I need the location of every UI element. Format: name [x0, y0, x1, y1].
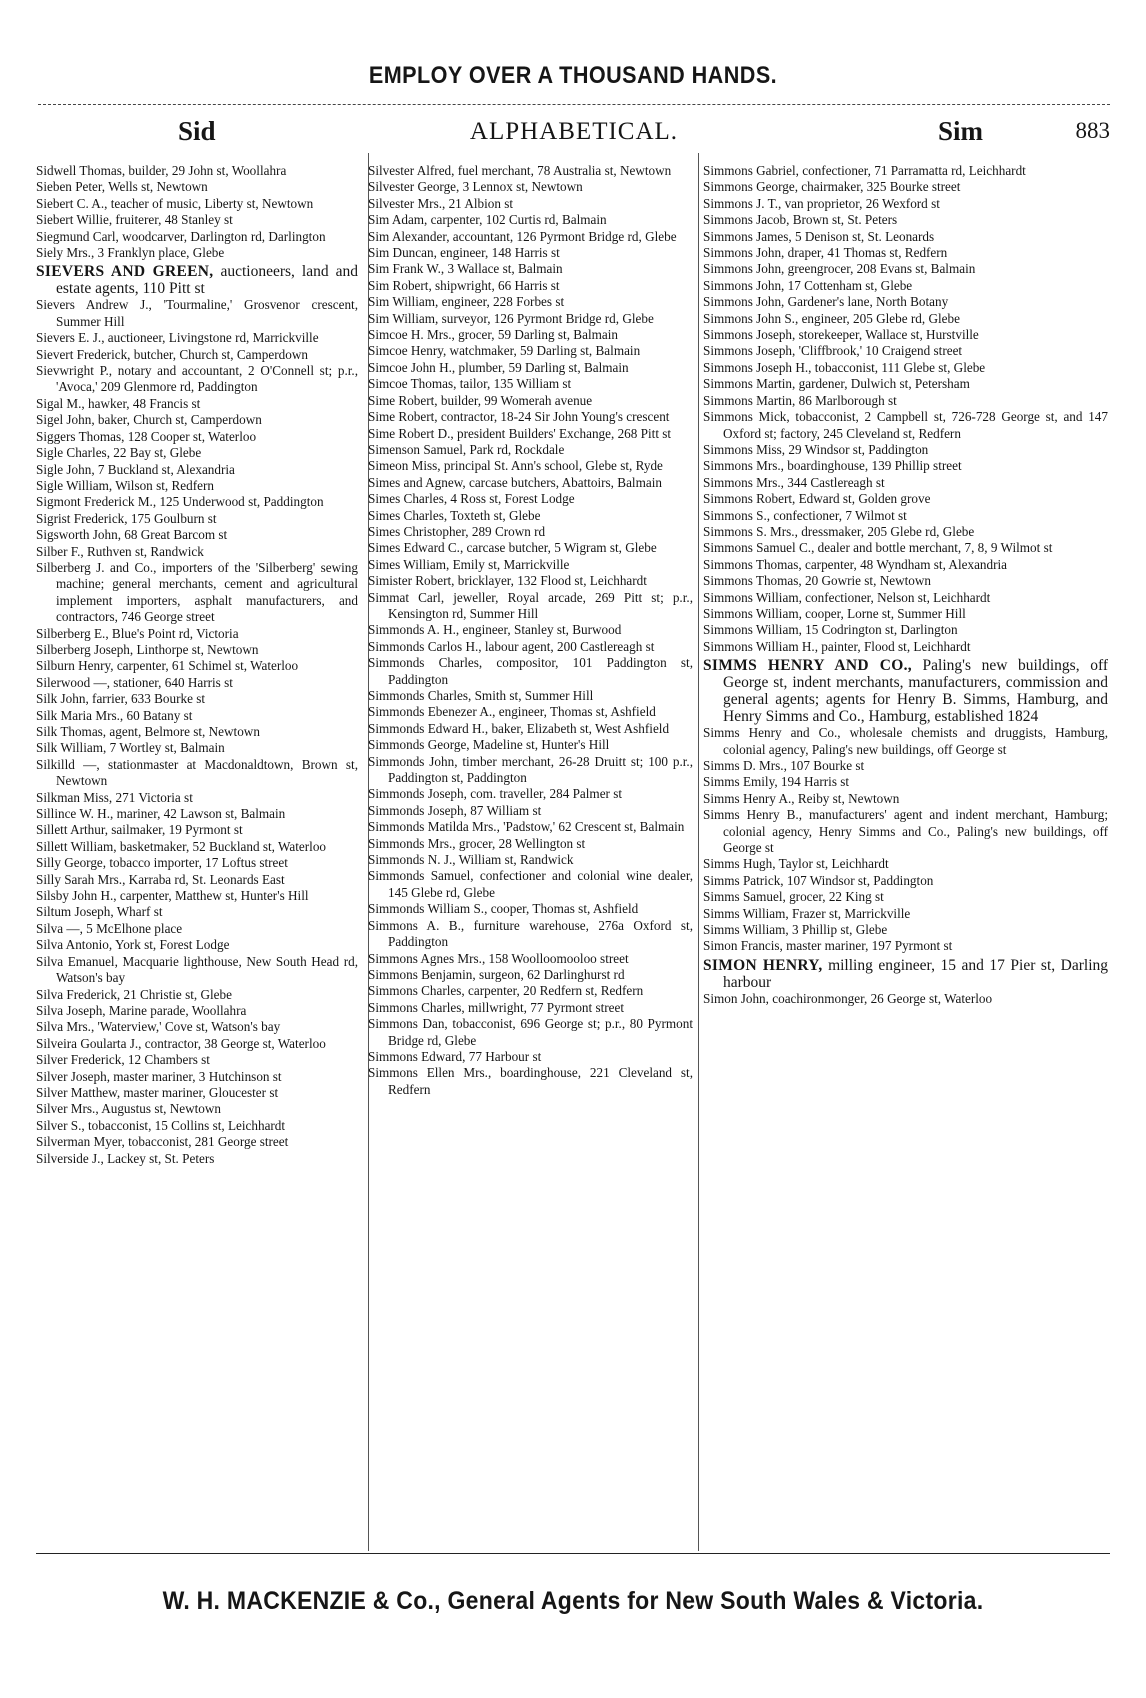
directory-entry: Silk William, 7 Wortley st, Balmain — [36, 740, 225, 756]
directory-entry: Silly George, tobacco importer, 17 Loftus street — [36, 855, 288, 871]
directory-entry: Simmons Edward, 77 Harbour st — [368, 1048, 542, 1064]
directory-entry: Simmons John, greengrocer, 208 Evans st, Balmain — [703, 261, 976, 277]
directory-entry: Simmons Jacob, Brown st, St. Peters — [703, 212, 898, 228]
directory-entry: Silverside J., Lackey st, St. Peters — [36, 1150, 215, 1166]
directory-entry: Simms William, 3 Phillip st, Glebe — [703, 922, 888, 938]
directory-entry: Simmons John, 17 Cottenham st, Glebe — [703, 277, 913, 293]
directory-entry: Simmons James, 5 Denison st, St. Leonards — [703, 228, 935, 244]
directory-entry: Simmonds William S., cooper, Thomas st, Ashfield — [368, 901, 639, 917]
directory-entry: SIMMS HENRY AND CO., Paling's new buildings, off George st, indent merchants, manufacturers, commission and general agents; agents for Henry B. Simms, Hamburg, and Henry Simms and Co., Hamburg, established 1824 — [703, 657, 1108, 726]
directory-entry: Simms Henry A., Reiby st, Newtown — [703, 790, 900, 806]
directory-entry: Simmons Thomas, carpenter, 48 Wyndham st, Alexandria — [703, 556, 1008, 572]
directory-entry: Simmons Mick, tobacconist, 2 Campbell st, 726-728 George st, and 147 Oxford st; factory, 245 Cleveland st, Redfern — [703, 409, 1108, 441]
directory-entry: Silver Frederick, 12 Chambers st — [36, 1052, 210, 1068]
directory-entry: Silkilld —, stationmaster at Macdonaldtown, Brown st, Newtown — [36, 756, 358, 789]
directory-entry: Sillett Arthur, sailmaker, 19 Pyrmont st — [36, 822, 243, 838]
bottom-rule — [36, 1553, 1110, 1554]
directory-entry: Simes Edward C., carcase butcher, 5 Wigram st, Glebe — [368, 540, 657, 556]
directory-entry: Simmons Joseph, 'Cliffbrook,' 10 Craigend street — [703, 343, 963, 359]
directory-entry: Simmonds Edward H., baker, Elizabeth st, West Ashfield — [368, 720, 670, 736]
directory-entry: Simmonds Charles, compositor, 101 Paddington st, Paddington — [368, 655, 693, 687]
directory-entry: Simmons Joseph H., tobacconist, 111 Glebe st, Glebe — [703, 359, 986, 375]
directory-entry: Sillince W. H., mariner, 42 Lawson st, Balmain — [36, 806, 286, 822]
directory-entry: Simmons William, 15 Codrington st, Darlington — [703, 622, 958, 638]
directory-entry: Sievers E. J., auctioneer, Livingstone rd, Marrickville — [36, 330, 319, 346]
page-number: 883 — [1075, 118, 1110, 143]
directory-entry: Silber F., Ruthven st, Randwick — [36, 543, 204, 559]
directory-entry: Silerwood —, stationer, 640 Harris st — [36, 674, 233, 690]
directory-entry: Simms Henry B., manufacturers' agent and indent merchant, Hamburg; colonial agency, Henry Simms and Co., Paling's new buildings, off George st — [703, 807, 1108, 856]
directory-entry: Silver Matthew, master mariner, Gloucester st — [36, 1084, 279, 1100]
directory-entry: Simms Patrick, 107 Windsor st, Paddington — [703, 872, 934, 888]
directory-entry: Sim William, surveyor, 126 Pyrmont Bridge rd, Glebe — [368, 310, 654, 326]
directory-entry: Simmonds Ebenezer A., engineer, Thomas st, Ashfield — [368, 704, 656, 720]
directory-entry: Simes William, Emily st, Marrickville — [368, 556, 570, 572]
directory-entry: Sim Duncan, engineer, 148 Harris st — [368, 245, 560, 261]
directory-entry: Simmons Samuel C., dealer and bottle merchant, 7, 8, 9 Wilmot st — [703, 540, 1053, 556]
directory-entry: Simeon Miss, principal St. Ann's school, Glebe st, Ryde — [368, 458, 663, 474]
directory-entry: Simmons John, Gardener's lane, North Botany — [703, 294, 949, 310]
directory-entry: Simmons William H., painter, Flood st, Leichhardt — [703, 638, 971, 654]
directory-entry: Simmonds Joseph, 87 William st — [368, 802, 542, 818]
directory-entry: Silver S., tobacconist, 15 Collins st, Leichhardt — [36, 1117, 286, 1133]
directory-entry: Sigmont Frederick M., 125 Underwood st, Paddington — [36, 494, 324, 510]
header-title: ALPHABETICAL. — [469, 118, 679, 145]
directory-entry: Simmons Joseph, storekeeper, Wallace st, Hurstville — [703, 327, 979, 343]
directory-entry: Simmonds Charles, Smith st, Summer Hill — [368, 688, 594, 703]
directory-entry: Simmons George, chairmaker, 325 Bourke street — [703, 179, 961, 195]
directory-column-3 — [703, 163, 1108, 1698]
directory-entry: Sievers Andrew J., 'Tourmaline,' Grosvenor crescent, Summer Hill — [36, 297, 358, 329]
directory-entry: Simister Robert, bricklayer, 132 Flood st, Leichhardt — [368, 573, 647, 589]
directory-entry: Simes and Agnew, carcase butchers, Abattoirs, Balmain — [368, 474, 662, 490]
directory-entry: Sim Robert, shipwright, 66 Harris st — [368, 277, 560, 293]
directory-entry: Siegmund Carl, woodcarver, Darlington rd, Darlington — [36, 228, 326, 244]
directory-entry: Siebert Willie, fruiterer, 48 Stanley st — [36, 212, 233, 228]
directory-entry: Sim William, engineer, 228 Forbes st — [368, 294, 565, 310]
directory-entry: Siely Mrs., 3 Franklyn place, Glebe — [36, 245, 225, 261]
directory-entry: Sigle Charles, 22 Bay st, Glebe — [36, 445, 202, 461]
directory-entry: Simmonds Mrs., grocer, 28 Wellington st — [368, 835, 586, 851]
directory-entry: Silver Mrs., Augustus st, Newtown — [36, 1101, 221, 1117]
directory-entry: Simms Samuel, grocer, 22 King st — [703, 889, 884, 905]
directory-entry: Simms Hugh, Taylor st, Leichhardt — [703, 856, 889, 872]
directory-entry: Sigrist Frederick, 175 Goulburn st — [36, 510, 217, 526]
directory-entry: Simmonds Samuel, confectioner and colonial wine dealer, 145 Glebe rd, Glebe — [368, 868, 693, 900]
directory-entry: Silkman Miss, 271 Victoria st — [36, 789, 193, 805]
directory-entry: Simmons J. T., van proprietor, 26 Wexford st — [703, 195, 940, 211]
directory-entry: Sievert Frederick, butcher, Church st, Camperdown — [36, 346, 308, 362]
directory-entry: Sime Robert, contractor, 18-24 Sir John Young's crescent — [368, 409, 670, 425]
header-right-guide: Sim — [938, 116, 984, 146]
directory-entry: Silvester George, 3 Lennox st, Newtown — [368, 179, 583, 195]
footer-advert: W. H. MACKENZIE & Co., General Agents for New South Wales & Victoria. — [162, 1587, 984, 1615]
directory-entry: Silverman Myer, tobacconist, 281 George street — [36, 1134, 289, 1150]
directory-entry: Simon John, coachironmonger, 26 George st, Waterloo — [703, 990, 993, 1006]
directory-entry: Simmonds N. J., William st, Randwick — [368, 852, 574, 868]
directory-entry: SIEVERS AND GREEN, auctioneers, land and estate agents, 110 Pitt st — [36, 263, 358, 298]
directory-entry: Simmons Charles, carpenter, 20 Redfern st, Redfern — [368, 983, 644, 999]
directory-entry: Simmonds George, Madeline st, Hunter's Hill — [368, 737, 610, 753]
directory-entry: Sievwright P., notary and accountant, 2 O'Connell st; p.r., 'Avoca,' 209 Glenmore rd, Paddington — [36, 363, 358, 395]
directory-entry: Silva Mrs., 'Waterview,' Cove st, Watson's bay — [36, 1019, 281, 1035]
directory-entry: Silberberg Joseph, Linthorpe st, Newtown — [36, 641, 259, 657]
directory-entry: Simmonds John, timber merchant, 26-28 Druitt st; 100 p.r., Paddington st, Paddington — [368, 753, 693, 786]
directory-entry: Sieben Peter, Wells st, Newtown — [36, 179, 208, 195]
directory-entry: Simmonds Joseph, com. traveller, 284 Palmer st — [368, 786, 623, 802]
directory-entry: Silburn Henry, carpenter, 61 Schimel st, Waterloo — [36, 658, 299, 674]
directory-entry: Simmons Martin, 86 Marlborough st — [703, 392, 897, 408]
directory-entry: Simmons A. B., furniture warehouse, 276a Oxford st, Paddington — [368, 917, 693, 950]
directory-entry: Siltum Joseph, Wharf st — [36, 904, 163, 920]
directory-entry: Sime Robert, builder, 99 Womerah avenue — [368, 392, 593, 408]
directory-entry: Simmonds A. H., engineer, Stanley st, Burwood — [368, 622, 622, 638]
directory-entry: Silveira Goularta J., contractor, 38 George st, Waterloo — [36, 1035, 326, 1051]
directory-entry: Simmons Robert, Edward st, Golden grove — [703, 491, 931, 507]
header-left-guide: Sid — [178, 116, 216, 146]
directory-entry: Simms William, Frazer st, Marrickville — [703, 905, 911, 921]
directory-entry: Simmons Dan, tobacconist, 696 George st; p.r., 80 Pyrmont Bridge rd, Glebe — [368, 1016, 693, 1048]
directory-entry: Simms D. Mrs., 107 Bourke st — [703, 758, 865, 773]
directory-entry: Silk Maria Mrs., 60 Batany st — [36, 707, 193, 723]
directory-entry: Simcoe H. Mrs., grocer, 59 Darling st, Balmain — [368, 327, 618, 343]
page-header — [38, 116, 1110, 152]
directory-entry: Simmons Agnes Mrs., 158 Woolloomooloo street — [368, 950, 629, 966]
directory-entry: Silly Sarah Mrs., Karraba rd, St. Leonards East — [36, 871, 285, 887]
directory-entry: Simmons William, confectioner, Nelson st, Leichhardt — [703, 589, 991, 605]
directory-entry: Silk Thomas, agent, Belmore st, Newtown — [36, 724, 260, 739]
directory-entry: Simmons Benjamin, surgeon, 62 Darlinghurst rd — [368, 966, 625, 982]
directory-entry: Simmons Martin, gardener, Dulwich st, Petersham — [703, 376, 970, 392]
directory-entry: Simmons John S., engineer, 205 Glebe rd, Glebe — [703, 310, 960, 326]
directory-entry: Sigel John, baker, Church st, Camperdown — [36, 412, 262, 428]
directory-entry: Sim Adam, carpenter, 102 Curtis rd, Balmain — [368, 212, 607, 228]
directory-entry: Simmonds Carlos H., labour agent, 200 Castlereagh st — [368, 638, 655, 654]
directory-entry: Sim Alexander, accountant, 126 Pyrmont Bridge rd, Glebe — [368, 228, 677, 244]
directory-entry: Simes Charles, Toxteth st, Glebe — [368, 507, 541, 523]
directory-entry: Simmons William, cooper, Lorne st, Summer Hill — [703, 605, 966, 621]
directory-entry: Silva Frederick, 21 Christie st, Glebe — [36, 986, 232, 1002]
directory-entry: Silva Joseph, Marine parade, Woollahra — [36, 1002, 247, 1018]
directory-entry: Sime Robert D., president Builders' Exchange, 268 Pitt st — [368, 425, 672, 441]
directory-entry: Silva Antonio, York st, Forest Lodge — [36, 937, 230, 953]
directory-entry: Silva Emanuel, Macquarie lighthouse, New South Head rd, Watson's bay — [36, 953, 358, 986]
directory-entry: Simcoe Henry, watchmaker, 59 Darling st, Balmain — [368, 343, 641, 359]
directory-entry: Sim Frank W., 3 Wallace st, Balmain — [368, 261, 563, 277]
directory-entry: Sigal M., hawker, 48 Francis st — [36, 395, 201, 411]
directory-entry: Sigle William, Wilson st, Redfern — [36, 477, 214, 493]
directory-entry: Simms Henry and Co., wholesale chemists and druggists, Hamburg, colonial agency, Paling's new buildings, off George st — [703, 725, 1108, 757]
directory-entry: Simmons John, draper, 41 Thomas st, Redfern — [703, 245, 948, 261]
directory-entry: Sigsworth John, 68 Great Barcom st — [36, 527, 228, 543]
directory-entry: Simmons Charles, millwright, 77 Pyrmont street — [368, 999, 625, 1015]
directory-columns — [36, 163, 1108, 1698]
directory-entry: Simmons Ellen Mrs., boardinghouse, 221 Cleveland st, Redfern — [368, 1065, 693, 1097]
directory-entry: Simcoe John H., plumber, 59 Darling st, Balmain — [368, 359, 629, 375]
directory-entry: Siebert C. A., teacher of music, Liberty st, Newtown — [36, 195, 314, 211]
directory-entry: Simmons Mrs., 344 Castlereagh st — [703, 474, 885, 490]
directory-column-2 — [368, 163, 693, 1698]
directory-entry: Silva —, 5 McElhone place — [36, 920, 183, 936]
directory-entry: Simmons Thomas, 20 Gowrie st, Newtown — [703, 573, 931, 589]
directory-entry: Silvester Alfred, fuel merchant, 78 Australia st, Newtown — [368, 163, 672, 178]
directory-entry: Simmons Miss, 29 Windsor st, Paddington — [703, 441, 929, 457]
directory-entry: Simmons Gabriel, confectioner, 71 Parramatta rd, Leichhardt — [703, 163, 1026, 178]
directory-entry: Simmonds Matilda Mrs., 'Padstow,' 62 Crescent st, Balmain — [368, 819, 685, 835]
directory-entry: Silver Joseph, master mariner, 3 Hutchinson st — [36, 1068, 282, 1084]
directory-entry: Simmons S. Mrs., dressmaker, 205 Glebe rd, Glebe — [703, 523, 975, 539]
directory-entry: Simmat Carl, jeweller, Royal arcade, 269 Pitt st; p.r., Kensington rd, Summer Hill — [368, 589, 693, 621]
directory-column-1 — [36, 163, 358, 1698]
directory-entry: Simcoe Thomas, tailor, 135 William st — [368, 376, 572, 392]
directory-entry: Simms Emily, 194 Harris st — [703, 774, 850, 790]
directory-entry: Sillett William, basketmaker, 52 Buckland st, Waterloo — [36, 838, 327, 854]
directory-entry: Simmons Mrs., boardinghouse, 139 Phillip street — [703, 458, 962, 474]
directory-entry: Silvester Mrs., 21 Albion st — [368, 195, 514, 211]
directory-entry: Silk John, farrier, 633 Bourke st — [36, 691, 206, 707]
directory-entry: Simmons S., confectioner, 7 Wilmot st — [703, 507, 907, 523]
directory-entry: Simes Christopher, 289 Crown rd — [368, 523, 546, 539]
directory-entry: Silberberg J. and Co., importers of the 'Silberberg' sewing machine; general merchants, cement and agricultural implement importers, asphalt manufacturers, and contractors, 746 George street — [36, 559, 358, 625]
directory-entry: SIMON HENRY, milling engineer, 15 and 17 Pier st, Darling harbour — [703, 956, 1108, 991]
directory-entry: Simenson Samuel, Park rd, Rockdale — [368, 441, 565, 457]
directory-entry: Silberberg E., Blue's Point rd, Victoria — [36, 625, 239, 641]
directory-entry: Simes Charles, 4 Ross st, Forest Lodge — [368, 491, 575, 507]
directory-entry: Silsby John H., carpenter, Matthew st, Hunter's Hill — [36, 888, 309, 904]
directory-entry: Sigle John, 7 Buckland st, Alexandria — [36, 461, 235, 477]
top-banner: EMPLOY OVER A THOUSAND HANDS. — [368, 62, 778, 89]
top-rule — [38, 104, 1110, 105]
directory-entry: Simon Francis, master mariner, 197 Pyrmont st — [703, 938, 953, 954]
directory-entry: Siggers Thomas, 128 Cooper st, Waterloo — [36, 428, 257, 444]
directory-entry: Sidwell Thomas, builder, 29 John st, Woollahra — [36, 163, 287, 178]
